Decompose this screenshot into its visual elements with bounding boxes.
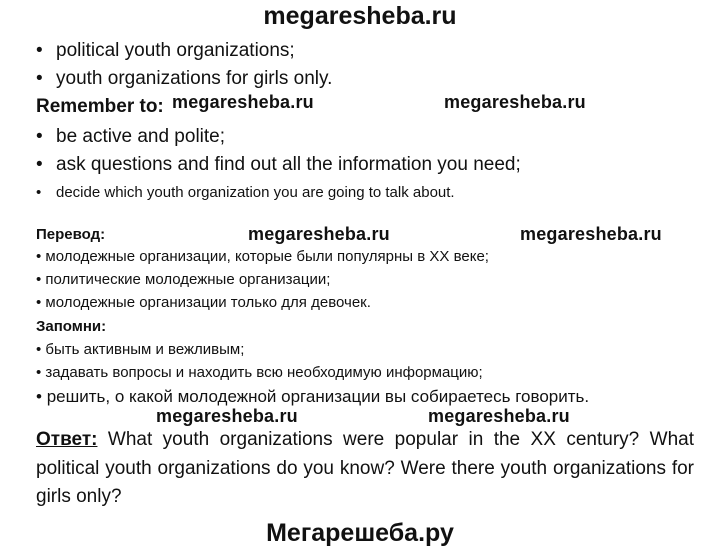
watermark: megaresheba.ru	[428, 406, 570, 426]
list-item	[36, 126, 225, 148]
remember-heading: Remember to:	[36, 96, 164, 117]
bullet-icon: •	[36, 271, 46, 288]
list-item-text: youth organizations for girls only.	[56, 68, 333, 89]
watermark: megaresheba.ru	[520, 224, 662, 244]
list-item	[36, 68, 332, 90]
list-item-text: решить, о какой молодежной организации вы собираетесь говорить.	[46, 387, 590, 406]
list-item	[36, 271, 330, 288]
list-item	[36, 184, 455, 201]
bullet-icon: •	[36, 154, 43, 175]
list-item-text: political youth organizations;	[56, 40, 295, 61]
list-item	[36, 40, 295, 62]
remember-heading-ru: Запомни:	[36, 318, 107, 335]
watermark: megaresheba.ru	[172, 92, 314, 112]
list-item	[36, 248, 489, 265]
bullet-icon: •	[36, 184, 42, 201]
bullet-icon: •	[36, 68, 43, 89]
answer-label: Ответ:	[36, 429, 98, 450]
bullet-icon: •	[36, 40, 43, 61]
list-item-text: быть активным и вежливым;	[45, 341, 245, 358]
list-item-text: be active and polite;	[56, 126, 226, 147]
list-item	[36, 154, 521, 176]
bullet-icon: •	[36, 126, 43, 147]
list-item-text: молодежные организации, которые были популярны в XX веке;	[45, 248, 489, 265]
list-item	[36, 341, 244, 358]
translation-heading: Перевод:	[36, 226, 106, 243]
list-item	[36, 294, 371, 311]
bullet-icon: •	[36, 341, 46, 358]
watermark: megaresheba.ru	[156, 406, 298, 426]
bullet-icon: •	[36, 248, 46, 265]
list-item-text: decide which youth organization you are going to talk about.	[56, 184, 455, 201]
bullet-icon: •	[36, 294, 46, 311]
site-header-title: megaresheba.ru	[263, 2, 457, 30]
list-item-text: политические молодежные организации;	[45, 271, 331, 288]
list-item	[36, 364, 483, 381]
answer-paragraph	[36, 426, 694, 512]
list-item	[36, 387, 589, 407]
watermark: megaresheba.ru	[248, 224, 390, 244]
site-footer-title: Мегарешеба.ру	[266, 519, 454, 547]
watermark: megaresheba.ru	[444, 92, 586, 112]
answer-text: What youth organizations were popular in the XX century? What political youth organizations do you know? Were there youth organizations for girls only?	[36, 429, 694, 507]
list-item-text: молодежные организации только для девочек.	[45, 294, 371, 311]
bullet-icon: •	[36, 387, 47, 406]
list-item-text: ask questions and find out all the information you need;	[56, 154, 521, 175]
list-item-text: задавать вопросы и находить всю необходимую информацию;	[45, 364, 483, 381]
bullet-icon: •	[36, 364, 46, 381]
